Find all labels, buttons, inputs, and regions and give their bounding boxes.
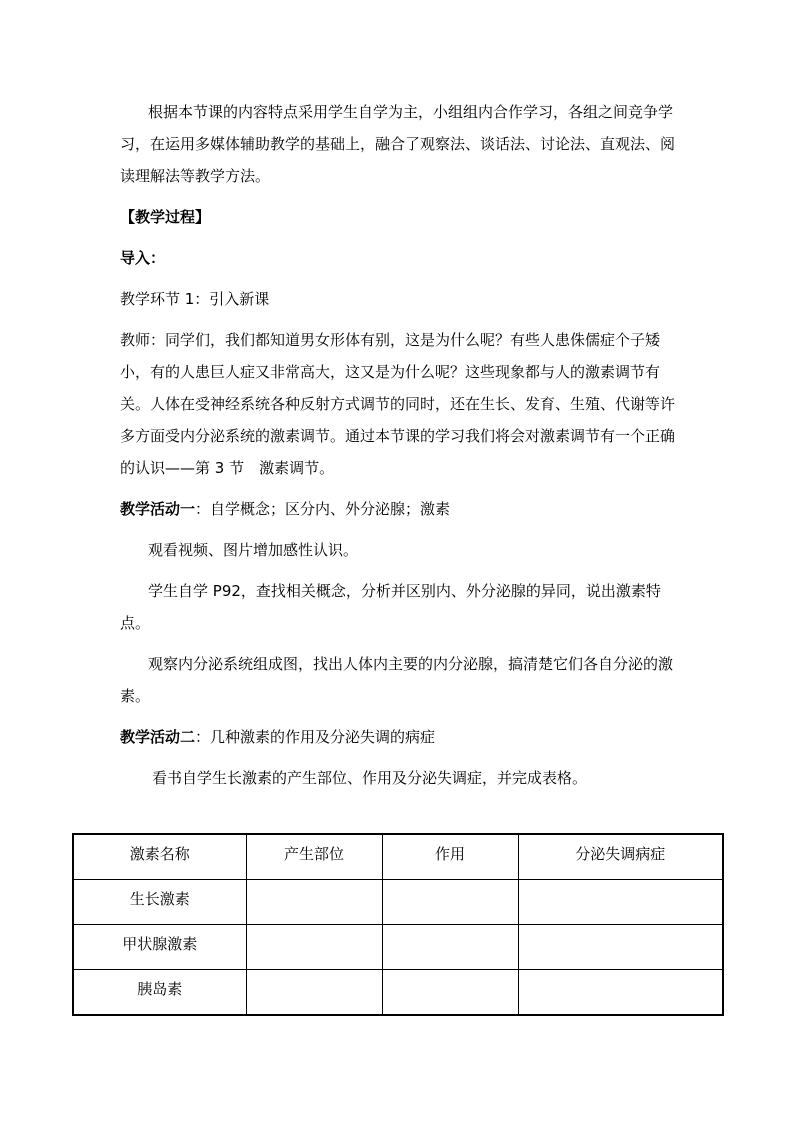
- header-production-site: 产生部位: [246, 834, 382, 880]
- table-row: [73, 880, 723, 925]
- production-site-cell[interactable]: [246, 880, 382, 925]
- watch-video-paragraph: 观看视频、图片增加感性认识。: [148, 541, 359, 559]
- disorder-cell[interactable]: [518, 970, 723, 1016]
- production-site-cell[interactable]: [246, 970, 382, 1016]
- production-site-cell[interactable]: [246, 925, 382, 970]
- introduction-heading: 导入：: [120, 249, 166, 267]
- function-cell[interactable]: [382, 880, 518, 925]
- hormone-name-cell: 甲状腺激素: [73, 925, 246, 970]
- teaching-step-1: 教学环节 1：引入新课: [120, 290, 270, 308]
- hormone-table: [72, 833, 724, 1016]
- hormone-name-cell: 生长激素: [73, 880, 246, 925]
- disorder-cell[interactable]: [518, 880, 723, 925]
- self-study-paragraph: 学生自学 P92，查找相关概念，分析并区别内、外分泌腺的异同，说出激素特点。: [120, 582, 661, 632]
- read-book-paragraph: 看书自学生长激素的产生部位、作用及分泌失调症，并完成表格。: [152, 769, 588, 787]
- activity-1-label: 教学活动一: [120, 500, 196, 518]
- header-disorder: 分泌失调病症: [518, 834, 723, 880]
- table-header-row: [73, 834, 723, 880]
- header-hormone-name: 激素名称: [73, 834, 246, 880]
- teacher-speech-paragraph: 教师：同学们，我们都知道男女形体有别，这是为什么呢？有些人患侏儒症个子矮小，有的人患巨人症又非常高大，这又是为什么呢？这些现象都与人的激素调节有关。人体在受神经系统各种反射方式调节的同时，还在生长、发育、生殖、代谢等许多方面受内分泌系统的激素调节。通过本节课的学习我们将会对激素调节有一个正确的认识——第 3 节 激素调节。: [120, 331, 676, 477]
- disorder-cell[interactable]: [518, 925, 723, 970]
- observe-paragraph: 观察内分泌系统组成图，找出人体内主要的内分泌腺，搞清楚它们各自分泌的激素。: [120, 655, 674, 705]
- table-row: [73, 970, 723, 1016]
- activity-2-line: [120, 721, 685, 753]
- hormone-name-cell: 胰岛素: [73, 970, 246, 1016]
- table-row: [73, 925, 723, 970]
- document-body: [120, 96, 685, 794]
- teaching-process-heading: 【教学过程】: [120, 208, 211, 226]
- activity-1-description: ：自学概念；区分内、外分泌腺；激素: [195, 500, 451, 518]
- activity-1-line: [120, 493, 685, 525]
- activity-2-label: 教学活动二: [120, 728, 196, 746]
- function-cell[interactable]: [382, 925, 518, 970]
- activity-2-description: ：几种激素的作用及分泌失调的病症: [195, 728, 436, 746]
- header-function: 作用: [382, 834, 518, 880]
- function-cell[interactable]: [382, 970, 518, 1016]
- teaching-method-paragraph: 根据本节课的内容特点采用学生自学为主，小组组内合作学习，各组之间竞争学习，在运用多媒体辅助教学的基础上，融合了观察法、谈话法、讨论法、直观法、阅读理解法等教学方法。: [120, 103, 676, 185]
